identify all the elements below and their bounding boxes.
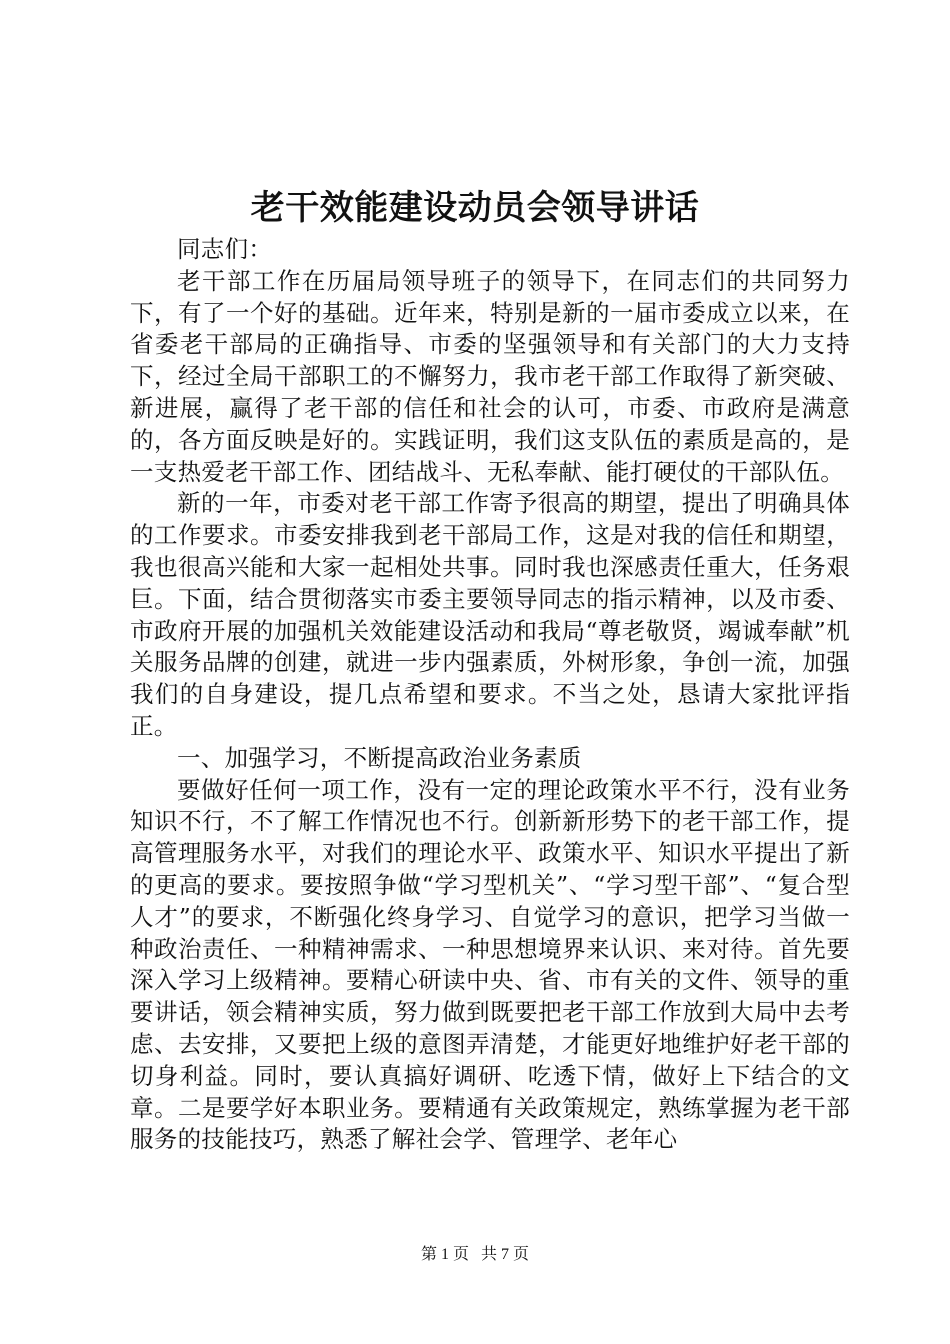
document-title: 老干效能建设动员会领导讲话 (250, 188, 700, 228)
page-footer (0, 1244, 950, 1266)
document-body (130, 234, 850, 1156)
body-paragraph: 老干部工作在历届局领导班子的领导下，在同志们的共同努力下，有了一个好的基础。近年来，特别是新的一届市委成立以来，在省委老干部局的正确指导、市委的坚强领导和有关部门的大力支持下，经过全局干部职工的不懈努力，我市老干部工作取得了新突破、新进展，赢得了老干部的信任和社会的认可，市委、市政府是满意的，各方面反映是好的。实践证明，我们这支队伍的素质是高的，是一支热爱老干部工作、团结战斗、无私奉献、能打硬仗的干部队伍。 (130, 266, 850, 486)
body-paragraph: 新的一年，市委对老干部工作寄予很高的期望，提出了明确具体的工作要求。市委安排我到老干部局工作，这是对我的信任和期望，我也很高兴能和大家一起相处共事。同时我也深感责任重大，任务艰巨。下面，结合贯彻落实市委主要领导同志的指示精神，以及市委、市政府开展的加强机关效能建设活动和我局“尊老敬贤，竭诚奉献”机关服务品牌的创建，就进一步内强素质，外树形象，争创一流，加强我们的自身建设，提几点希望和要求。不当之处，恳请大家批评指正。 (130, 489, 850, 740)
salutation: 同志们： (177, 235, 273, 263)
body-paragraph: 要做好任何一项工作，没有一定的理论政策水平不行，没有业务知识不行，不了解工作情况也不行。创新新形势下的老干部工作，提高管理服务水平，对我们的理论水平、政策水平、知识水平提出了新的更高的要求。要按照争做“学习型机关”、“学习型干部”、“复合型人才”的要求，不断强化终身学习、自觉学习的意识，把学习当做一种政治责任、一种精神需求、一种思想境界来认识、来对待。首先要深入学习上级精神。要精心研读中央、省、市有关的文件、领导的重要讲话，领会精神实质，努力做到既要把老干部工作放到大局中去考虑、去安排，又要把上级的意图弄清楚，才能更好地维护好老干部的切身利益。同时，要认真搞好调研、吃透下情，做好上下结合的文章。二是要学好本职业务。要精通有关政策规定，熟练掌握为老干部服务的技能技巧，熟悉了解社会学、管理学、老年心 (130, 775, 850, 1154)
page-number: 第 1 页 (420, 1246, 469, 1263)
page-total: 共 7 页 (481, 1246, 530, 1263)
section-heading: 一、加强学习，不断提高政治业务素质 (177, 743, 582, 772)
